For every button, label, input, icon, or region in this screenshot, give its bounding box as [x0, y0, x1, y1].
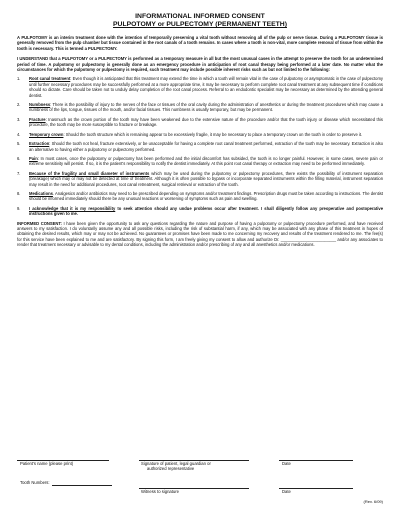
- signature-label-2: authorized representative: [147, 466, 195, 471]
- risk-item: 1. Root canal treatment: Even though it is anticipated that this treatment may extend the time in which a tooth will remain vital in the case of pulpotomy or asymptomatic in the case of pulpectomy until further necessary procedures may be successfully performed at a more appropriate time, it may be necessary to perform complete root canal treatment at any subsequent time if conditions should so dictate. Care should be taken not to unduly delay completion of the root canal process. Referral to an endodontic specialist may be necessary as determined by the attending general dentist.: [17, 76, 383, 98]
- intro-paragraph: A PULPOTOMY is an interim treatment done with the intention of temporarily preserving a vital tooth without removing all of the pulp or nerve tissue. During a PULPOTOMY tissue is generally removed from the pulp chamber but tissue contained in the root canals of a tooth remains. In cases where a tooth is non-vital, more complete removal of tissue from within the tooth is necessary. This is termed a PULPECTOMY.: [17, 35, 383, 51]
- risk-text: to seek attention should any undue problems occur after treatment. I shall diligently follow any preoperative and postoperative instructions given to me.: [29, 205, 383, 217]
- risk-text: . Analgesics and/or antibiotics may need to be prescribed depending on symptoms and/or treatment findings. Prescription drugs must be taken according to instructions. The dentist should be informed immediately should there be any unusual reactions or worsening of symptoms such as pain and swelling.: [29, 190, 383, 202]
- risk-title: Fracture: [29, 116, 46, 122]
- risk-item: 3. Fracture: Inasmuch as the crown portion of the tooth may have been weakened due to the extensive nature of the procedure and/or that the tooth injury or disease which necessitated this procedure, the tooth may be more susceptible to fracture or breakage.: [17, 116, 383, 128]
- tooth-numbers-line[interactable]: [52, 485, 112, 486]
- risk-item: 4. Temporary crown: Should the tooth structure which is remaining appear to be excessively fragile, it may be necessary to place a temporary crown on the tooth in order to preserve it.: [17, 131, 363, 137]
- risk-item: 6. Pain: In most cases, once the pulpotomy or pulpectomy has been performed and the initial discomfort has subsided, the tooth is no longer painful. However, in some cases, severe pain or extreme sensitivity will persist. If so, it is the patient's responsibility to notify the dentist immediately. At this point root canal therapy or extraction may need to be performed immediately.: [17, 155, 383, 167]
- date-label-1: Date: [282, 461, 291, 466]
- form-subtitle: PULPOTOMY or PULPECTOMY (PERMANENT TEETH): [113, 21, 287, 28]
- informed-consent-paragraph: [17, 221, 383, 248]
- risk-title: Medications: [29, 190, 53, 196]
- risk-item: 7. Because of the fragility and small diameter of instruments which may be used during the pulpotomy or pulpectomy procedures, there exists the possibility of instrument separation (breakage) which may or may not be detected at time of treatment. Although it is often possible to bypass or incorporate separated instruments within the filling material, instrument separation may result in the need for additional procedures, root canal retreatment, surgical retrieval or extraction of the tooth.: [17, 170, 383, 187]
- risk-title: Extraction: [29, 141, 50, 147]
- risk-item: 5. Extraction: Should the tooth not heal, fracture extensively, or be unacceptable for having a complete root canal treatment performed, extraction of the tooth may be necessary. Extraction is also an alternative to having either a pulpotomy or pulpectomy performed.: [17, 141, 383, 152]
- risk-title: Root canal treatment: [29, 76, 71, 82]
- risk-text: : Inasmuch as the crown portion of the tooth may have been weakened due to the extensive nature of the procedure and/or that the tooth injury or disease which necessitated this procedure, the tooth may be more susceptible to fracture or breakage.: [29, 116, 383, 128]
- risk-text: which may be used during the pulpotomy or pulpectomy procedures, there exists the possibility of instrument separation (breakage) which may or may not be detected at time of treatment. Although it is often possible to bypass or incorporate separated instruments within the filling material, instrument separation may result in the need for additional procedures, root canal retreatment, surgical retrieval or extraction of the tooth.: [29, 170, 383, 187]
- understanding-paragraph: I UNDERSTAND that a PULPOTOMY or a PULPECTOMY is performed as a temporary measure in all but the most unusual cases in the attempt to preserve the tooth for an undetermined period of time. A pulpotomy or pulpectomy is generally done as an emergency procedure in anticipation of root canal therapy being performed at a later date. No matter what the circumstances for which the pulpotomy or pulpectomy is required, such treatment may include possible inherent risks such as but not limited to the following:: [17, 56, 383, 73]
- form-title: INFORMATIONAL INFORMED CONSENT: [135, 13, 265, 20]
- risk-list: [17, 76, 383, 216]
- risk-item: 8. Medications. Analgesics and/or antibiotics may need to be prescribed depending on symptoms and/or treatment findings. Prescription drugs must be taken according to instructions. The dentist should be informed immediately should there be any unusual reactions or worsening of symptoms such as pain and swelling.: [17, 190, 383, 202]
- risk-title: I acknowledge that it is my responsibility: [29, 205, 116, 211]
- witness-label: Witness to signature: [141, 489, 179, 494]
- risk-text: : Should the tooth structure which is remaining appear to be excessively fragile, it may be necessary to place a temporary crown on the tooth in order to preserve it.: [63, 131, 363, 137]
- risk-text: : Even though it is anticipated that this treatment may extend the time in which a tooth will remain vital in the case of pulpotomy or asymptomatic in the case of pulpectomy until further necessary procedures may be successfully performed at a more appropriate time, it may be necessary to perform complete root canal treatment at any subsequent time if conditions should so dictate. Care should be taken not to unduly delay completion of the root canal process. Referral to an endodontic specialist may be necessary as determined by the attending general dentist.: [29, 76, 383, 98]
- consent-text: I have been given the opportunity to ask any questions regarding the nature and purpose of having a pulpotomy or pulpectomy procedure performed, and have received answers to my satisfaction. I do voluntarily assume any and all possible risks, including the risk of substantial harm, if any, which may be associated with any phase of this treatment in hopes of obtaining the desired results, which may or may not be achieved. No guarantees or promises have been made to me concerning my recovery and results of the treatment rendered to me. The fee(s) for this service have been explained to me and are satisfactory. By signing this form, I am freely giving my consent to allow and authorize Dr. ________________________ and/or any associates to render that treatment necessary or advisable to my dental conditions, including the administration and/or prescribing of any and all anesthetics and/or medications.: [17, 220, 383, 248]
- patient-name-label: Patient's name (please print): [20, 461, 74, 466]
- risk-item: 2. Numbness: There is the possibility of injury to the nerves of the face or tissues of the oral cavity during the administration of anesthetics or during the treatment procedures which may cause a numbness of the lips, tongue, tissues of the mouth, and/or facial tissues. This numbness is usually temporary, but may be permanent.: [17, 102, 383, 113]
- risk-title: Temporary crown: [29, 131, 64, 137]
- consent-lead: INFORMED CONSENT:: [17, 220, 62, 226]
- revision-note: (Rev. 6/09): [363, 499, 383, 504]
- risk-item: 9. I acknowledge that it is my responsibility to seek attention should any undue problems occur after treatment. I shall diligently follow any preoperative and postoperative instructions given to me.: [17, 205, 383, 217]
- risk-title: Numbness: [29, 102, 51, 108]
- date-label-2: Date: [282, 489, 291, 494]
- risk-text: : Should the tooth not heal, fracture extensively, or be unacceptable for having a complete root canal treatment performed, extraction of the tooth may be necessary. Extraction is also an alternative to having either a pulpotomy or pulpectomy performed.: [29, 141, 383, 152]
- tooth-numbers-label: Tooth Numbers:: [20, 480, 50, 485]
- risk-title: Because of the fragility and small diameter of instruments: [29, 170, 150, 176]
- signature-label: Signature of patient, legal guardian or: [141, 461, 211, 466]
- risk-text: : There is the possibility of injury to the nerves of the face or tissues of the oral cavity during the administration of anesthetics or during the treatment procedures which may cause a numbness of the lips, tongue, tissues of the mouth, and/or facial tissues. This numbness is usually temporary, but may be permanent.: [29, 102, 383, 113]
- risk-title: Pain: [29, 155, 38, 161]
- risk-text: : In most cases, once the pulpotomy or pulpectomy has been performed and the initial discomfort has subsided, the tooth is no longer painful. However, in some cases, severe pain or extreme sensitivity will persist. If so, it is the patient's responsibility to notify the dentist immediately. At this point root canal therapy or extraction may need to be performed immediately.: [29, 155, 383, 167]
